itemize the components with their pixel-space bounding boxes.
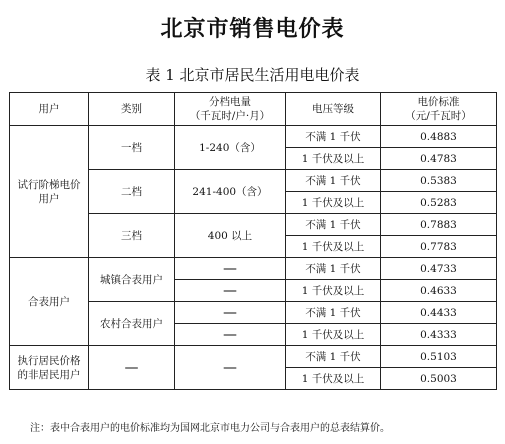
voltage-cell: 不满 1 千伏 — [286, 126, 381, 148]
voltage-cell: 1 千伏及以上 — [286, 236, 381, 258]
group-nonres-line2: 的非居民用户 — [17, 368, 81, 381]
price-cell: 0.4883 — [381, 126, 497, 148]
group-combined: 合表用户 — [10, 258, 89, 346]
price-cell: 0.4333 — [381, 324, 497, 346]
header-tier-line2: （千瓦时/户·月） — [189, 110, 271, 122]
tier-range: 1-240（含） — [175, 126, 286, 170]
dash-cell: — — [175, 302, 286, 324]
voltage-cell: 1 千伏及以上 — [286, 368, 381, 390]
voltage-cell: 1 千伏及以上 — [286, 324, 381, 346]
header-user: 用户 — [10, 93, 89, 126]
category-cell: 农村合表用户 — [89, 302, 175, 346]
price-cell: 0.5283 — [381, 192, 497, 214]
voltage-cell: 1 千伏及以上 — [286, 280, 381, 302]
header-tier — [175, 93, 286, 126]
voltage-cell: 不满 1 千伏 — [286, 258, 381, 280]
header-price — [381, 93, 497, 126]
group-nonres-line1: 执行居民价格 — [17, 354, 81, 367]
voltage-cell: 1 千伏及以上 — [286, 192, 381, 214]
dash-cell: — — [89, 346, 175, 390]
table-caption: 表 1 北京市居民生活用电电价表 — [145, 66, 360, 84]
page-title: 北京市销售电价表 — [160, 17, 345, 42]
dash-cell: — — [175, 324, 286, 346]
header-category: 类别 — [89, 93, 175, 126]
dash-cell: — — [175, 346, 286, 390]
electricity-price-table — [9, 92, 497, 390]
price-cell: 0.4433 — [381, 302, 497, 324]
voltage-cell: 不满 1 千伏 — [286, 302, 381, 324]
price-cell: 0.4733 — [381, 258, 497, 280]
header-tier-line1: 分档电量 — [209, 96, 251, 108]
tier-range: 400 以上 — [175, 214, 286, 258]
dash-cell: — — [175, 258, 286, 280]
header-price-line1: 电价标准 — [417, 96, 460, 108]
price-cell: 0.5003 — [381, 368, 497, 390]
table-row — [10, 346, 497, 368]
voltage-cell: 不满 1 千伏 — [286, 346, 381, 368]
header-voltage: 电压等级 — [286, 93, 381, 126]
price-cell: 0.7883 — [381, 214, 497, 236]
tier-name: 二档 — [89, 170, 175, 214]
price-cell: 0.4633 — [381, 280, 497, 302]
tier-name: 三档 — [89, 214, 175, 258]
table-row — [10, 126, 497, 148]
dash-cell: — — [175, 280, 286, 302]
voltage-cell: 不满 1 千伏 — [286, 170, 381, 192]
table-row — [10, 258, 497, 280]
tier-name: 一档 — [89, 126, 175, 170]
group-tiered-line2: 用户 — [38, 192, 60, 205]
group-tiered-line1: 试行阶梯电价 — [17, 178, 81, 191]
category-cell: 城镇合表用户 — [89, 258, 175, 302]
price-cell: 0.7783 — [381, 236, 497, 258]
voltage-cell: 不满 1 千伏 — [286, 214, 381, 236]
price-cell: 0.4783 — [381, 148, 497, 170]
footnote: 注：表中合表用户的电价标准均为国网北京市电力公司与合表用户的总表结算价。 — [30, 423, 390, 434]
group-tiered — [10, 126, 89, 258]
voltage-cell: 1 千伏及以上 — [286, 148, 381, 170]
table-header-row — [10, 93, 497, 126]
price-cell: 0.5383 — [381, 170, 497, 192]
price-cell: 0.5103 — [381, 346, 497, 368]
header-price-line2: （元/千瓦时） — [405, 110, 472, 122]
group-nonresidential — [10, 346, 89, 390]
tier-range: 241-400（含） — [175, 170, 286, 214]
